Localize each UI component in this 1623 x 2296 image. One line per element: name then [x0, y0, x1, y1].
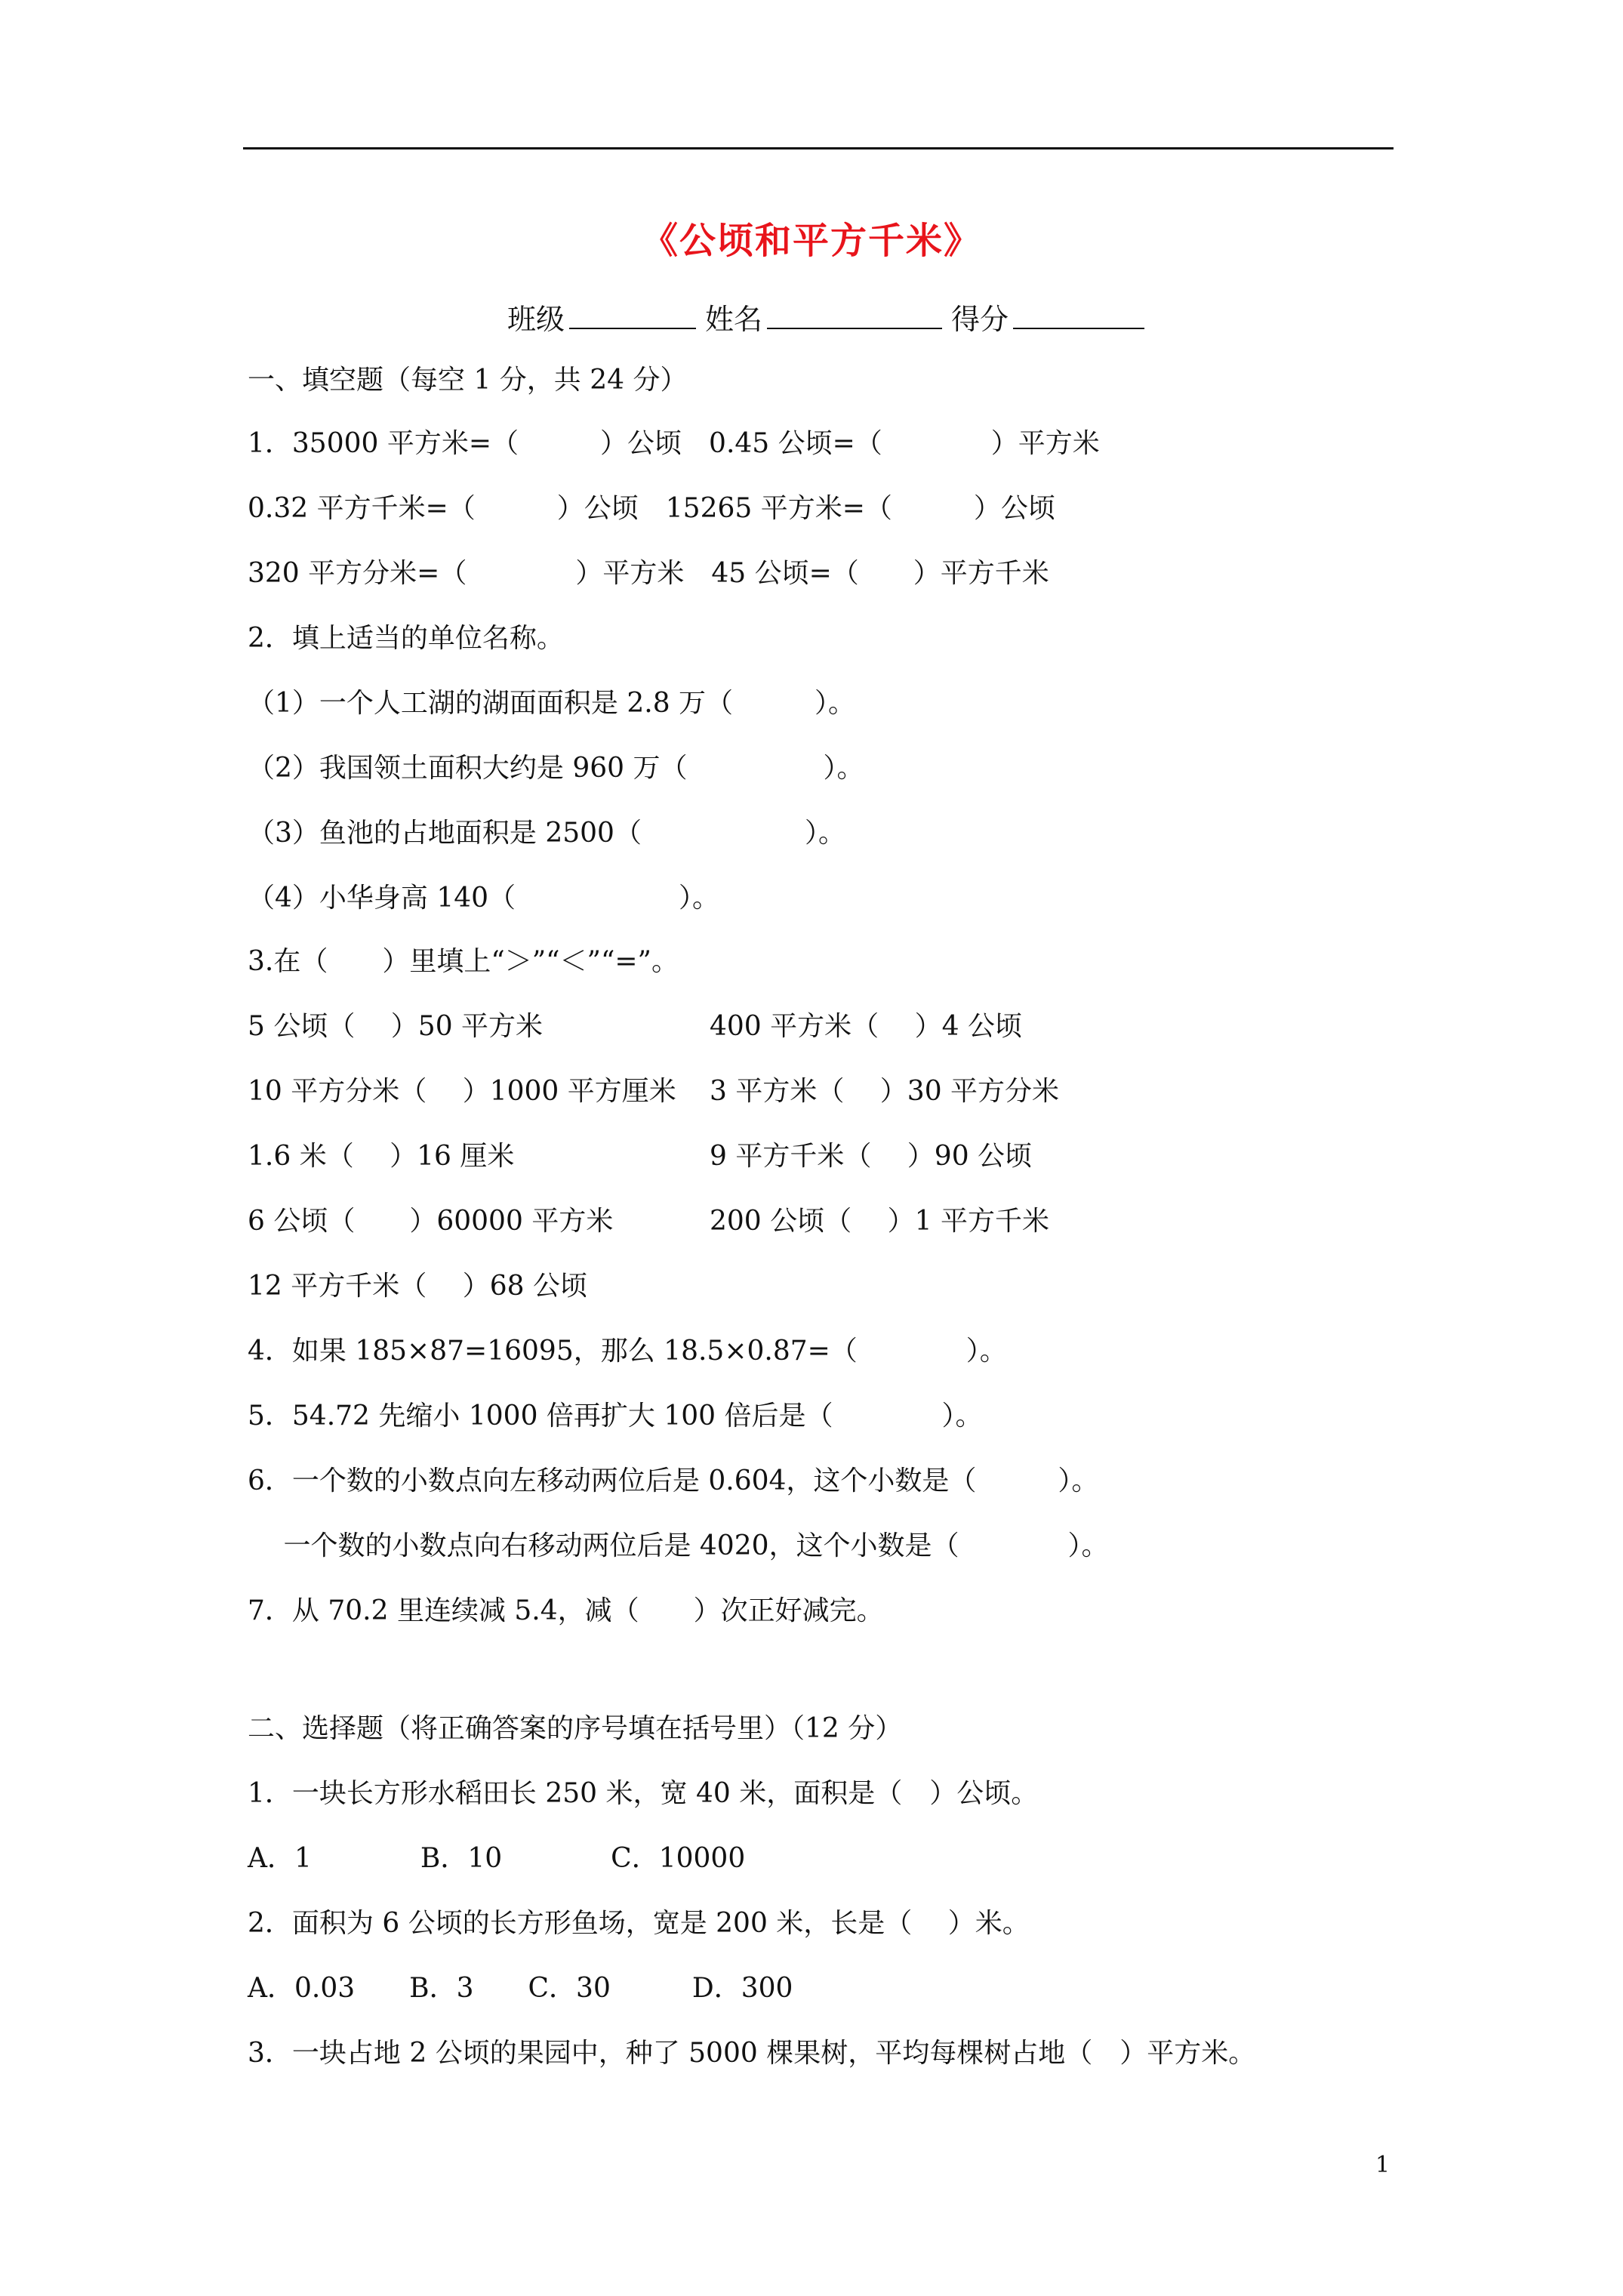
compare-right: 9 平方千米（ ）90 公顷	[710, 1141, 1033, 1172]
question-5: 5．54.72 先缩小 1000 倍再扩大 100 倍后是（ ）。	[248, 1401, 983, 1432]
page-number: 1	[1375, 2152, 1390, 2178]
question-2-1: （1）一个人工湖的湖面面积是 2.8 万（ ）。	[248, 688, 856, 719]
choice-question-1: 1．一块长方形水稻田长 250 米，宽 40 米，面积是（ ）公顷。	[248, 1778, 1039, 1809]
class-label: 班级	[507, 303, 565, 336]
name-blank[interactable]	[767, 297, 942, 329]
choice-question-2: 2．面积为 6 公顷的长方形鱼场，宽是 200 米，长是（ ）米。	[248, 1908, 1030, 1939]
header-rule	[243, 147, 1394, 149]
question-1b: 0.32 平方千米=（ ）公顷 15265 平方米=（ ）公顷	[248, 493, 1055, 524]
question-7: 7．从 70.2 里连续减 5.4，减（ ）次正好减完。	[248, 1595, 884, 1626]
class-blank[interactable]	[569, 297, 696, 329]
question-3: 3.在（ ）里填上“＞”“＜”“=”。	[248, 946, 679, 977]
question-4: 4．如果 185×87=16095，那么 18.5×0.87=（ ）。	[248, 1336, 1007, 1367]
question-2-4: （4）小华身高 140（ ）。	[248, 883, 720, 914]
question-1a: 1．35000 平方米=（ ）公顷 0.45 公顷=（ ）平方米	[248, 428, 1100, 459]
compare-left: 10 平方分米（ ）1000 平方厘米	[248, 1076, 676, 1107]
student-info-row	[507, 296, 1153, 337]
compare-left: 6 公顷（ ）60000 平方米	[248, 1206, 614, 1237]
choice-options-1: A．1 B．10 C．10000	[248, 1843, 746, 1874]
compare-left: 5 公顷（ ）50 平方米	[248, 1011, 544, 1042]
question-2: 2．填上适当的单位名称。	[248, 623, 564, 654]
question-1c: 320 平方分米=（ ）平方米 45 公顷=（ ）平方千米	[248, 558, 1049, 589]
compare-left: 12 平方千米（ ）68 公顷	[248, 1271, 587, 1302]
compare-right: 400 平方米（ ）4 公顷	[710, 1011, 1022, 1042]
score-blank[interactable]	[1013, 297, 1144, 329]
compare-right: 3 平方米（ ）30 平方分米	[710, 1076, 1060, 1107]
question-6b: 一个数的小数点向右移动两位后是 4020，这个小数是（ ）。	[248, 1530, 1109, 1561]
question-6a: 6．一个数的小数点向左移动两位后是 0.604，这个小数是（ ）。	[248, 1465, 1099, 1496]
question-2-3: （3）鱼池的占地面积是 2500（ ）。	[248, 818, 845, 849]
question-2-2: （2）我国领土面积大约是 960 万（ ）。	[248, 753, 864, 784]
choice-question-3: 3．一块占地 2 公顷的果园中，种了 5000 棵果树，平均每棵树占地（ ）平方米。	[248, 2038, 1256, 2069]
page-title: 《公顷和平方千米》	[641, 220, 981, 262]
section2-heading: 二、选择题（将正确答案的序号填在括号里）（12 分）	[248, 1713, 903, 1744]
choice-options-2: A．0.03 B．3 C．30 D．300	[248, 1973, 793, 2004]
compare-left: 1.6 米（ ）16 厘米	[248, 1141, 515, 1172]
score-label: 得分	[951, 303, 1009, 336]
section1-heading: 一、填空题（每空 1 分，共 24 分）	[248, 365, 688, 396]
name-label: 姓名	[705, 303, 763, 336]
compare-right: 200 公顷（ ）1 平方千米	[710, 1206, 1049, 1237]
